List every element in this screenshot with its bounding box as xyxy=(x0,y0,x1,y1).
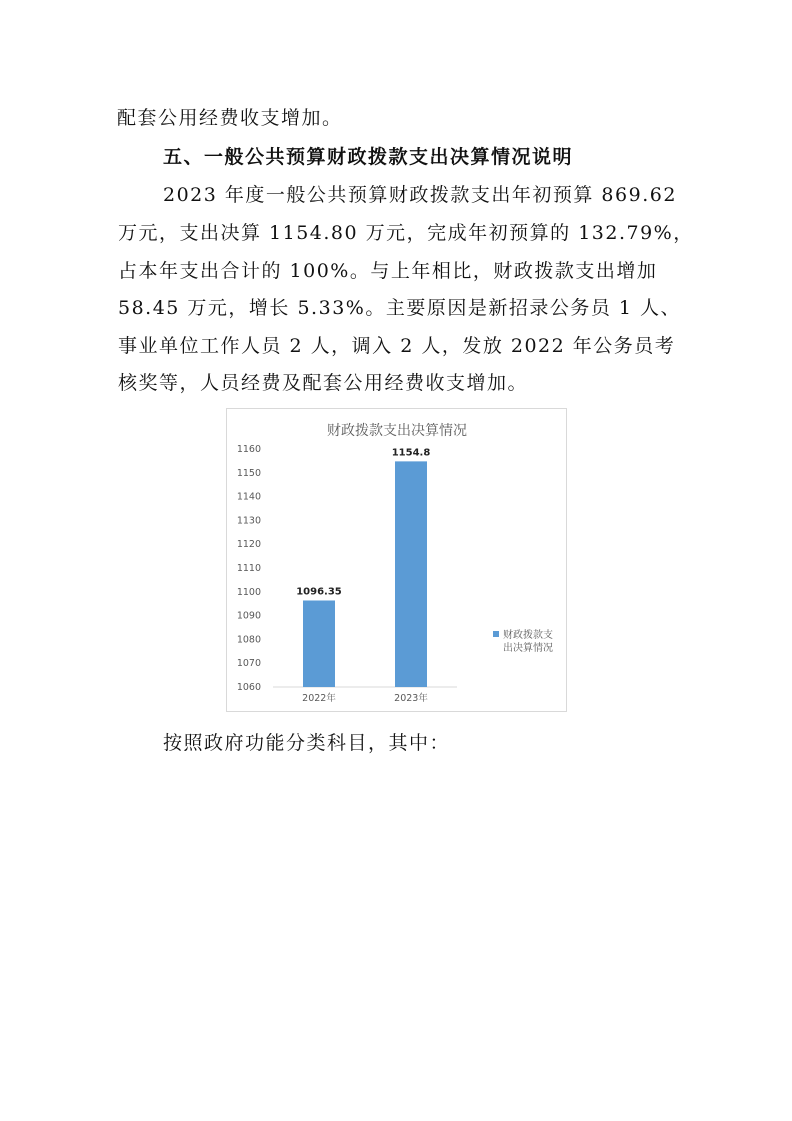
chart-title: 财政拨款支出决算情况 xyxy=(327,423,467,439)
y-tick-label: 1060 xyxy=(236,682,261,693)
paragraph-line-2: 2023 年度一般公共预算财政拨款支出年初预算 869.62 xyxy=(163,184,677,206)
paragraph-line-5: 58.45 万元，增长 5.33%。主要原因是新招录公务员 1 人、 xyxy=(118,297,681,319)
y-tick-label: 1130 xyxy=(236,515,261,527)
y-tick-label: 1090 xyxy=(236,610,261,622)
data-label: 1154.8 xyxy=(391,447,431,459)
bar xyxy=(303,600,335,687)
bar-chart xyxy=(226,408,567,712)
y-tick-label: 1120 xyxy=(236,539,261,551)
paragraph-line-1: 配套公用经费收支增加。 xyxy=(117,107,343,129)
y-tick-label: 1070 xyxy=(236,658,261,670)
y-tick-label: 1080 xyxy=(236,634,261,646)
legend-label: 财政拨款支 xyxy=(503,630,553,641)
paragraph-line-6: 事业单位工作人员 2 人，调入 2 人，发放 2022 年公务员考 xyxy=(118,335,676,357)
x-tick-label: 2023年 xyxy=(394,693,428,704)
chart-canvas xyxy=(227,409,568,713)
y-tick-label: 1160 xyxy=(236,444,261,455)
paragraph-line-8: 按照政府功能分类科目，其中： xyxy=(163,732,451,754)
paragraph-line-4: 占本年支出合计的 100%。与上年相比，财政拨款支出增加 xyxy=(118,260,658,282)
y-tick-label: 1110 xyxy=(236,563,261,574)
paragraph-line-3: 万元，支出决算 1154.80 万元，完成年初预算的 132.79%， xyxy=(118,222,694,244)
bar xyxy=(395,461,427,687)
x-tick-label: 2022年 xyxy=(302,693,336,704)
y-tick-label: 1100 xyxy=(236,586,261,598)
y-tick-label: 1140 xyxy=(236,491,261,503)
legend-label: 出决算情况 xyxy=(503,643,553,654)
y-tick-label: 1150 xyxy=(236,467,261,479)
data-label: 1096.35 xyxy=(296,586,342,598)
section-heading: 五、一般公共预算财政拨款支出决算情况说明 xyxy=(163,146,574,168)
paragraph-line-7: 核奖等，人员经费及配套公用经费收支增加。 xyxy=(118,372,529,394)
legend-swatch xyxy=(493,631,499,637)
